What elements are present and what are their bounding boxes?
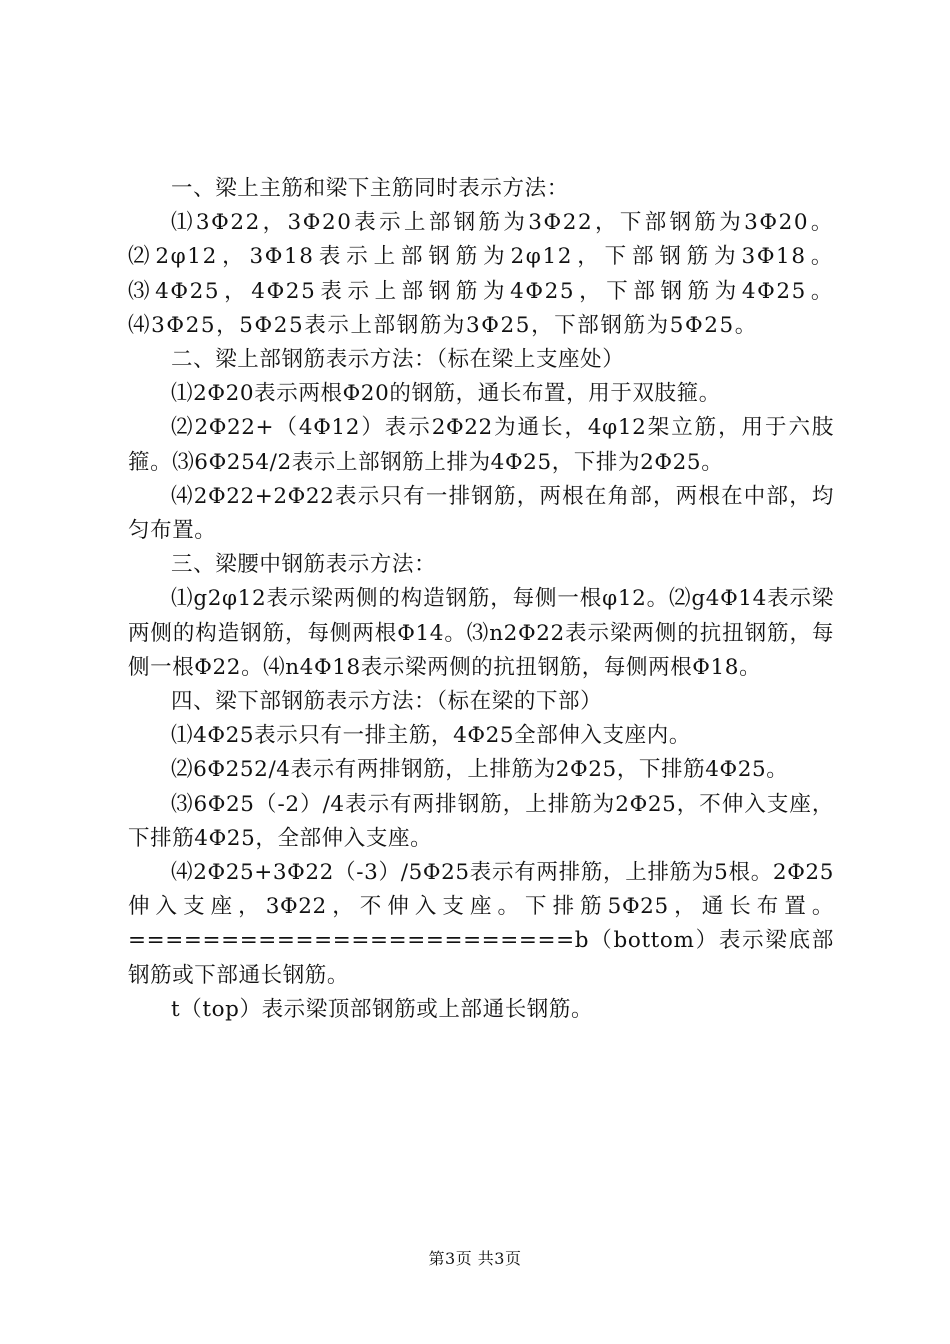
paragraph-3: ⑵2Φ22+（4Φ12）表示2Φ22为通长，4φ12架立筋，用于六肢箍。⑶6Φ254/2表示上部钢筋上排为4Φ25，下排为2Φ25。: [128, 415, 834, 475]
section-heading-3: 三、梁腰中钢筋表示方法：: [171, 552, 437, 578]
section-heading-4: 四、梁下部钢筋表示方法：（标在梁的下部）: [171, 689, 603, 715]
paragraph-4: ⑷2Φ22+2Φ22表示只有一排钢筋，两根在角部，两根在中部，均匀布置。: [128, 483, 834, 544]
document-body: [128, 172, 834, 1027]
section-heading-2: 二、梁上部钢筋表示方法：（标在梁上支座处）: [171, 347, 625, 373]
paragraph-9: ⑷2Φ25+3Φ22（-3）/5Φ25表示有两排筋，上排筋为5根。2Φ25伸入支座，3Φ22，不伸入支座。下排筋5Φ25，通长布置。========================b（bottom）表示梁底部钢筋或下部通长钢筋。: [128, 860, 834, 988]
paragraph-6: ⑴4Φ25表示只有一排主筋，4Φ25全部伸入支座内。: [171, 723, 691, 749]
paragraph-1: ⑴3Φ22，3Φ20表示上部钢筋为3Φ22，下部钢筋为3Φ20。⑵2φ12，3Φ18表示上部钢筋为2φ12，下部钢筋为3Φ18。⑶4Φ25，4Φ25表示上部钢筋为4Φ25，下部钢筋为4Φ25。⑷3Φ25，5Φ25表示上部钢筋为3Φ25，下部钢筋为5Φ25。: [128, 210, 834, 338]
paragraph-10: t（top）表示梁顶部钢筋或上部通长钢筋。: [171, 996, 594, 1022]
paragraph-2: ⑴2Φ20表示两根Φ20的钢筋，通长布置，用于双肢箍。: [171, 381, 721, 407]
paragraph-7: ⑵6Φ252/4表示有两排钢筋，上排筋为2Φ25，下排筋4Φ25。: [171, 757, 789, 783]
page-footer: 第3页 共3页: [428, 1249, 522, 1268]
paragraph-8: ⑶6Φ25（-2）/4表示有两排钢筋，上排筋为2Φ25，不伸入支座，下排筋4Φ25，全部伸入支座。: [128, 791, 834, 851]
section-heading-1: 一、梁上主筋和梁下主筋同时表示方法：: [171, 176, 569, 201]
paragraph-5: ⑴g2φ12表示梁两侧的构造钢筋，每侧一根φ12。⑵g4Φ14表示梁两侧的构造钢筋，每侧两根Φ14。⑶n2Φ22表示梁两侧的抗扭钢筋，每侧一根Φ22。⑷n4Φ18表示梁两侧的抗扭钢筋，每侧两根Φ18。: [128, 586, 834, 680]
